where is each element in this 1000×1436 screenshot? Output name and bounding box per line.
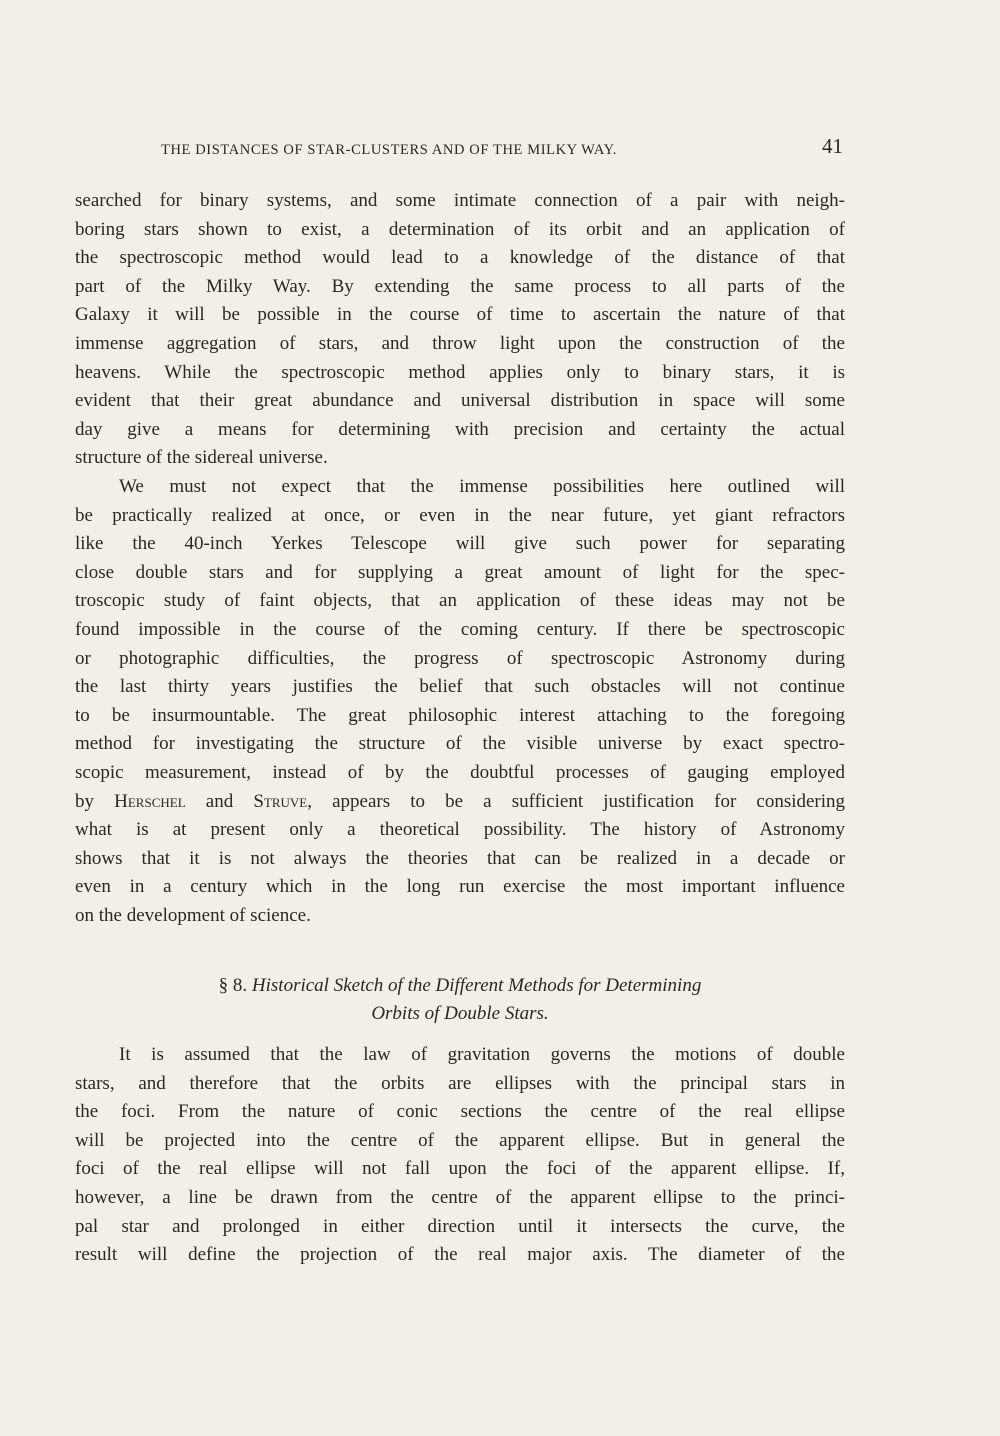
section-number: § 8. [218,975,248,996]
running-title: THE DISTANCES OF STAR-CLUSTERS AND OF THE MILKY WAY. [161,142,618,158]
text-line: the last thirty years justifies the belief that such obstacles will not continue [75,676,845,698]
text-line: searched for binary systems, and some intimate connection of a pair with neigh- [75,190,845,211]
section-subtitle: Orbits of Double Stars. [371,1003,549,1024]
text-line: pal star and prolonged in either direction until it intersects the curve, the [75,1215,845,1237]
text-line: will be projected into the centre of the apparent ellipse. But in general the [75,1129,845,1151]
text-line: evident that their great abundance and universal distribution in space will some [75,390,845,412]
text-line: even in a century which in the long run exercise the most important influence [75,876,845,898]
text-line: foci of the real ellipse will not fall upon the foci of the apparent ellipse. If, [75,1158,845,1180]
text-line: on the development of science. [75,904,311,926]
section-heading-line [75,972,845,1000]
text-line: It is assumed that the law of gravitation governs the motions of double [119,1044,845,1065]
text-line: structure of the sidereal universe. [75,447,328,469]
text-line: be practically realized at once, or even in the near future, yet giant refractors [75,504,845,526]
text-line: immense aggregation of stars, and throw light upon the construction of the [75,332,845,354]
running-head [75,130,845,160]
text-line: We must not expect that the immense possibilities here outlined will [119,476,845,497]
text-line: part of the Milky Way. By extending the same process to all parts of the [75,275,845,297]
text-fragment: , appears to be a sufficient justification for considering [307,790,846,812]
text-line: troscopic study of faint objects, that an application of these ideas may not be [75,590,845,612]
text-line: the spectroscopic method would lead to a knowledge of the distance of that [75,247,845,269]
text-line: the foci. From the nature of conic sections the centre of the real ellipse [75,1101,845,1123]
text-line: what is at present only a theoretical possibility. The history of Astronomy [75,819,845,841]
text-line: result will define the projection of the real major axis. The diameter of the [75,1244,845,1266]
text-line: method for investigating the structure of the visible universe by exact spectro- [75,733,845,755]
text-line [75,788,845,817]
paragraph-1 [75,187,845,473]
text-line: Galaxy it will be possible in the course of time to ascertain the nature of that [75,304,845,326]
paragraph-3 [75,1041,845,1270]
text-line: to be insurmountable. The great philosophic interest attaching to the foregoing [75,704,845,726]
text-fragment: and [205,790,234,812]
text-line: stars, and therefore that the orbits are ellipses with the principal stars in [75,1072,845,1094]
text-line: however, a line be drawn from the centre of the apparent ellipse to the princi- [75,1186,845,1208]
text-line: boring stars shown to exist, a determination of its orbit and an application of [75,218,845,240]
text-fragment: by [75,790,94,812]
author-name-struve: Struve [253,790,308,812]
text-line: heavens. While the spectroscopic method applies only to binary stars, it is [75,361,845,383]
text-line: day give a means for determining with precision and certainty the actual [75,418,845,440]
text-line: scopic measurement, instead of by the doubtful processes of gauging employed [75,761,845,783]
author-name-herschel: Herschel [114,790,186,812]
text-line: close double stars and for supplying a great amount of light for the spec- [75,561,845,583]
page-number: 41 [822,134,843,158]
paragraph-2 [75,473,845,931]
text-line: or photographic difficulties, the progress of spectroscopic Astronomy during [75,647,845,669]
text-line: shows that it is not always the theories that can be realized in a decade or [75,847,845,869]
text-line: like the 40-inch Yerkes Telescope will give such power for separating [75,533,845,555]
section-title: Historical Sketch of the Different Methods for Determining [251,975,702,996]
section-heading [75,972,845,1028]
text-line: found impossible in the course of the coming century. If there be spectroscopic [75,618,845,640]
